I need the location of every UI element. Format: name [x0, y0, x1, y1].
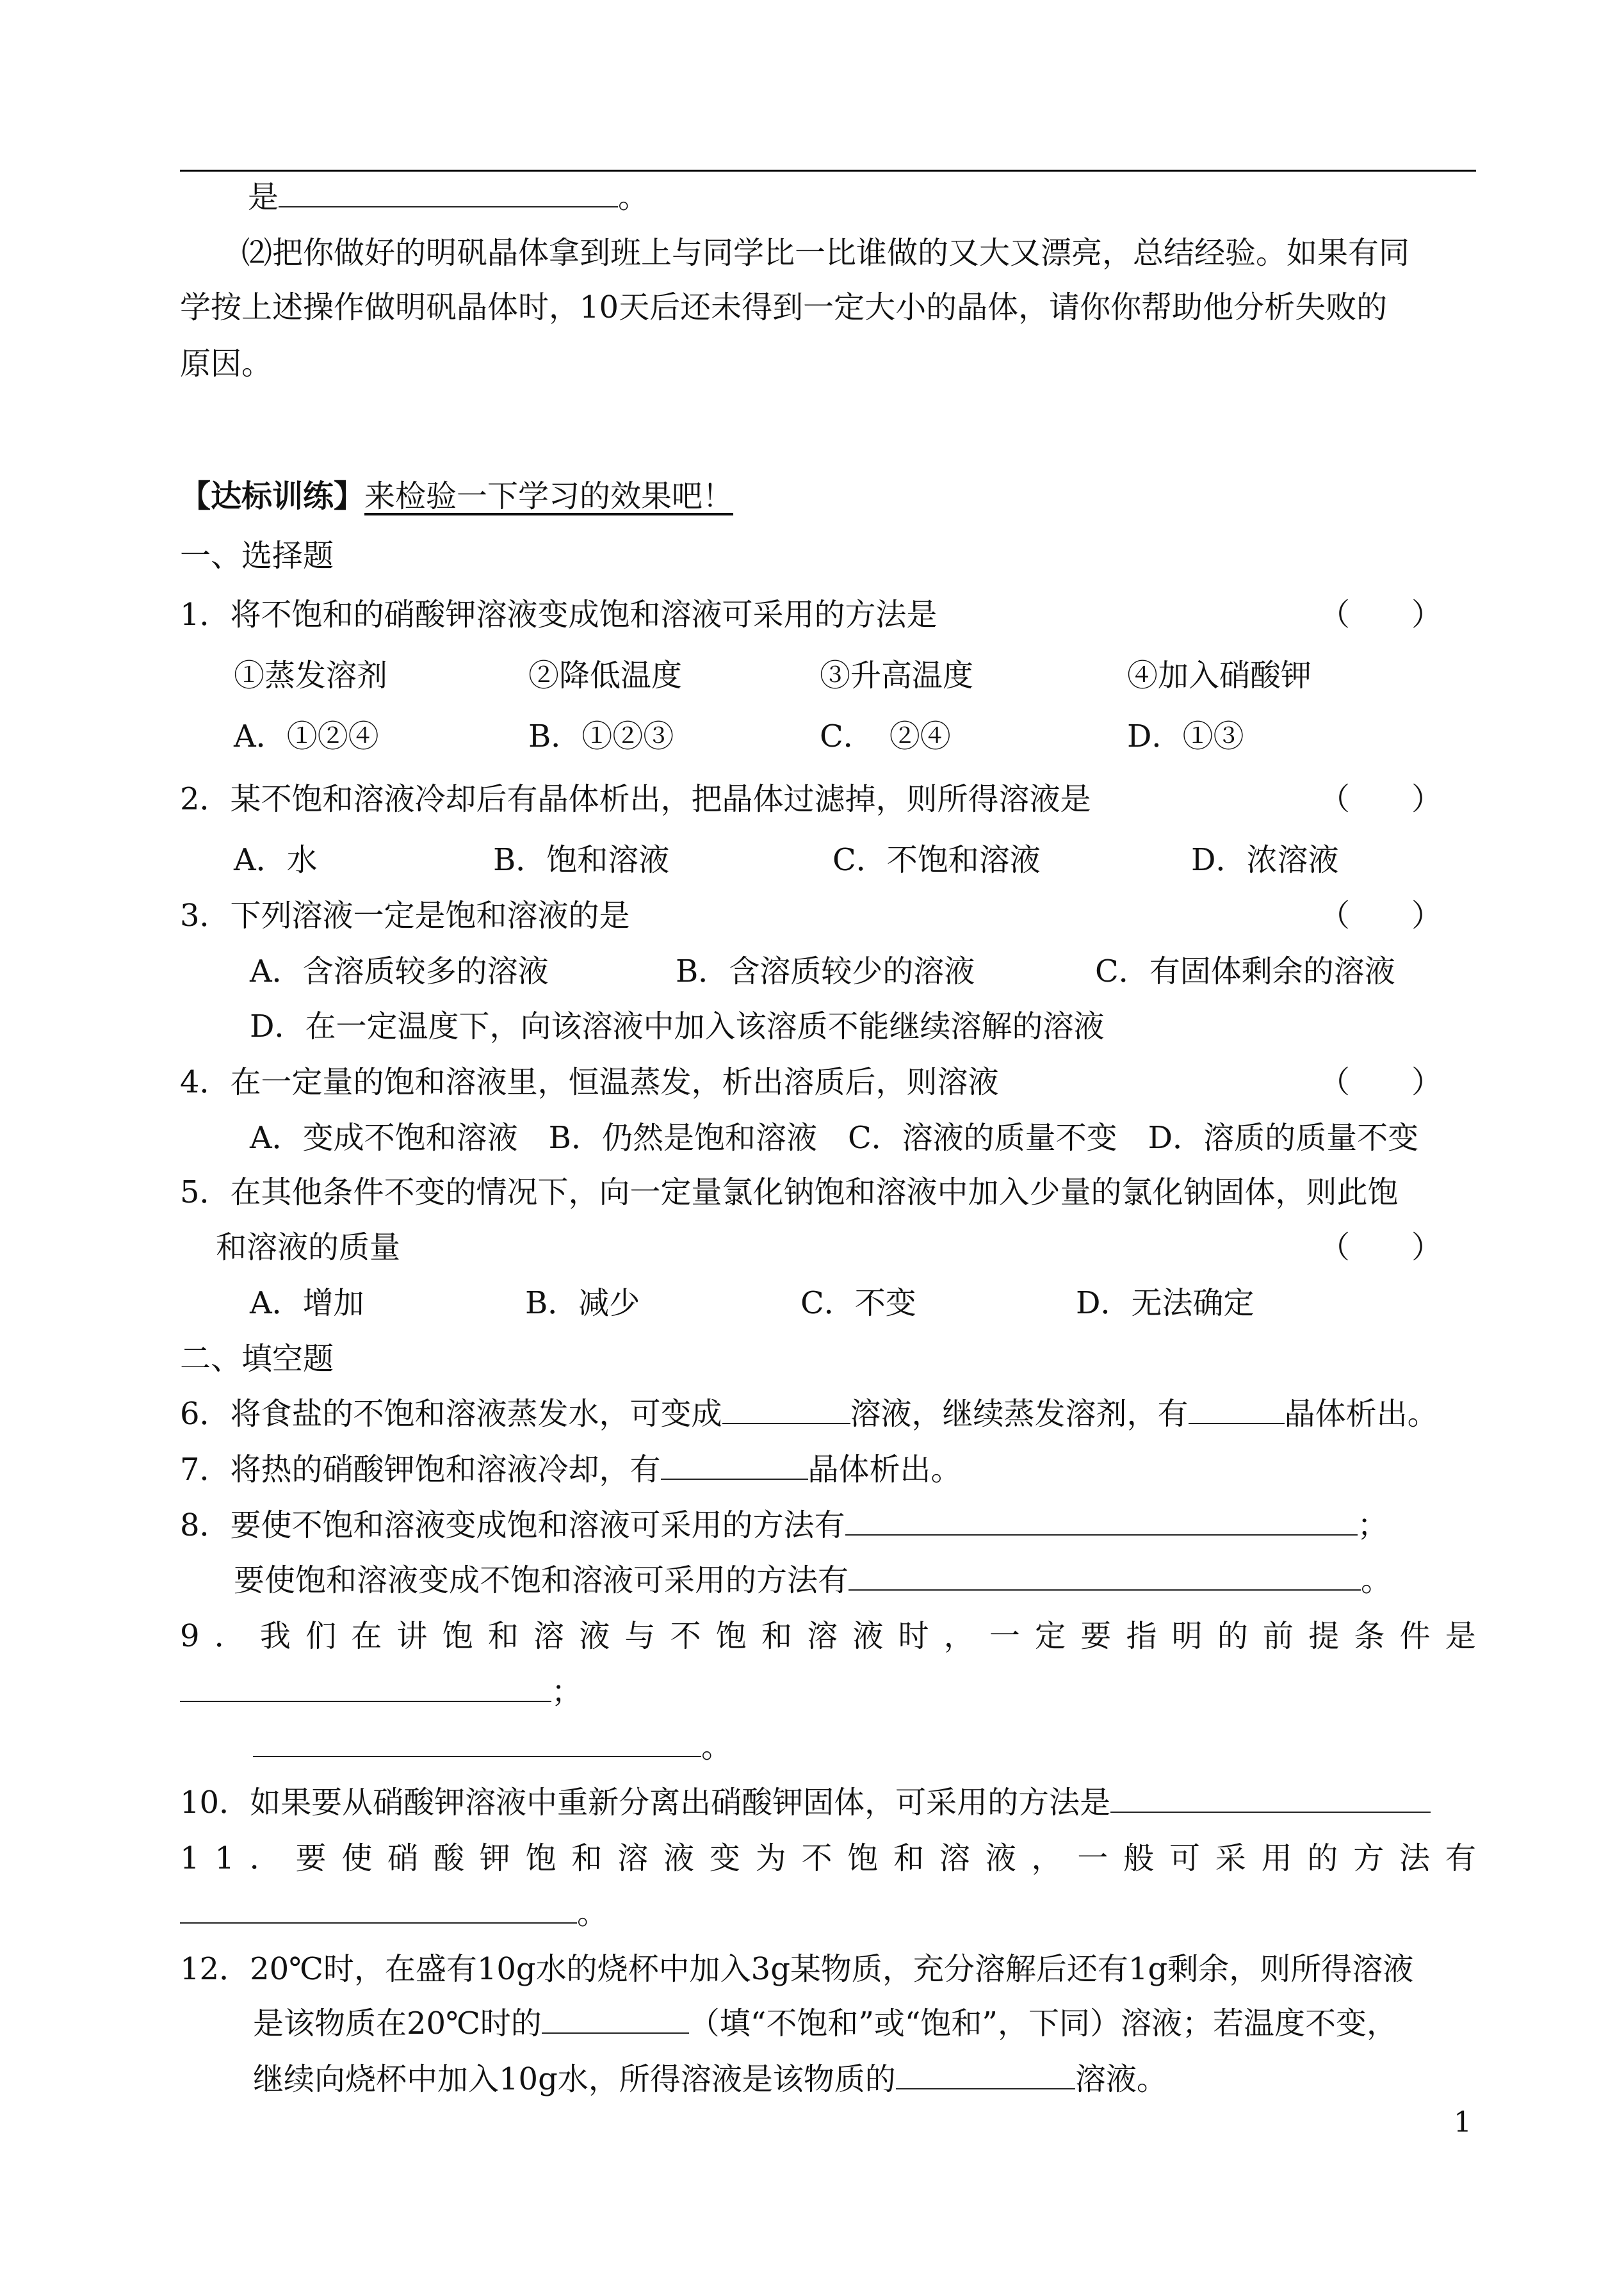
- q1-method-2: ②降低温度: [528, 658, 683, 693]
- q3-option-c[interactable]: C．有固体剩余的溶液: [1095, 953, 1395, 989]
- header-rule: [180, 170, 1476, 172]
- q10: 10．如果要从硝酸钾溶液中重新分离出硝酸钾固体，可采用的方法是: [180, 1783, 1431, 1822]
- q2-option-a[interactable]: A．水: [234, 842, 318, 878]
- q2-answer-paren[interactable]: （ ）: [1319, 781, 1443, 817]
- q3-option-b[interactable]: B．含溶质较少的溶液: [676, 953, 975, 989]
- q1-method-4: ④加入硝酸钾: [1127, 658, 1312, 693]
- q10-blank[interactable]: [1110, 1783, 1431, 1813]
- q1-option-a[interactable]: A．①②④: [234, 718, 379, 754]
- q6: 6．将食盐的不饱和溶液蒸发水，可变成 溶液，继续蒸发溶剂，有 晶体析出。: [180, 1396, 1438, 1432]
- q7: 7．将热的硝酸钾饱和溶液冷却，有 晶体析出。: [180, 1452, 962, 1488]
- q2-option-c[interactable]: C．不饱和溶液: [832, 842, 1041, 878]
- q6-blank-1[interactable]: [722, 1395, 850, 1424]
- answer-blank[interactable]: [279, 178, 618, 207]
- q5-stem-line1: 5．在其他条件不变的情况下，向一定量氯化钠饱和溶液中加入少量的氯化钠固体，则此饱: [180, 1174, 1399, 1210]
- para2-line3: 原因。: [180, 346, 273, 382]
- part2-title: 二、填空题: [180, 1341, 334, 1377]
- q4-answer-paren[interactable]: （ ）: [1319, 1064, 1443, 1100]
- section-subtitle: 来检验一下学习的效果吧！: [364, 478, 734, 514]
- q5-option-b[interactable]: B．减少: [525, 1285, 640, 1321]
- q8-line1: 8．要使不饱和溶液变成饱和溶液可采用的方法有 ；: [180, 1507, 1388, 1543]
- q12-line2: 是该物质在20℃时的 （填“不饱和”或“饱和”，下同）溶液；若温度不变，: [253, 2006, 1397, 2041]
- section-label: 【达标训练】: [180, 478, 365, 514]
- q2-stem: 2．某不饱和溶液冷却后有晶体析出，把晶体过滤掉，则所得溶液是: [180, 781, 1091, 817]
- q5-answer-paren[interactable]: （ ）: [1319, 1229, 1443, 1265]
- q5-stem-line2: 和溶液的质量: [216, 1229, 401, 1265]
- part1-title: 一、选择题: [180, 538, 334, 574]
- q8-line2: 要使饱和溶液变成不饱和溶液可采用的方法有 。: [234, 1562, 1392, 1598]
- page-number: 1: [1454, 2106, 1472, 2139]
- para2-line2: 学按上述操作做明矾晶体时，10天后还未得到一定大小的晶体，请你你帮助他分析失败的: [180, 289, 1388, 325]
- q7-blank[interactable]: [661, 1450, 808, 1480]
- q8-blank-1[interactable]: [845, 1506, 1358, 1536]
- q3-option-d[interactable]: D．在一定温度下，向该溶液中加入该溶质不能继续溶解的溶液: [250, 1009, 1105, 1044]
- q9-line1: 9 ． 我 们 在 讲 饱 和 溶 液 与 不 饱 和 溶 液 时 ， 一 定 要 指 明 的 前 提 条 件 是: [180, 1618, 1476, 1654]
- q4-options[interactable]: A．变成不饱和溶液 B．仍然是饱和溶液 C．溶液的质量不变 D．溶质的质量不变: [250, 1120, 1419, 1156]
- q12-line3: 继续向烧杯中加入10g水，所得溶液是该物质的 溶液。: [253, 2061, 1167, 2097]
- q8-blank-2[interactable]: [849, 1561, 1361, 1591]
- q5-option-a[interactable]: A．增加: [250, 1285, 364, 1321]
- q1-stem: 1．将不饱和的硝酸钾溶液变成饱和溶液可采用的方法是: [180, 597, 938, 633]
- q11-line2: 。: [180, 1894, 608, 1933]
- q12-blank-2[interactable]: [896, 2060, 1075, 2089]
- q11-blank[interactable]: [180, 1894, 577, 1924]
- q4-stem: 4．在一定量的饱和溶液里，恒温蒸发，析出溶质后，则溶液: [180, 1064, 999, 1100]
- q9-line2: ；: [180, 1673, 582, 1711]
- q3-answer-paren[interactable]: （ ）: [1319, 898, 1443, 934]
- q1-option-d[interactable]: D．①③: [1127, 718, 1244, 754]
- q12-line1: 12．20℃时，在盛有10g水的烧杯中加入3g某物质，充分溶解后还有1g剩余，则所得溶液: [180, 1951, 1414, 1987]
- section-heading: [180, 477, 733, 515]
- q6-blank-2[interactable]: [1189, 1395, 1285, 1424]
- q9-blank-1[interactable]: [180, 1673, 551, 1702]
- q9-blank-2[interactable]: [253, 1728, 701, 1757]
- q1-method-3: ③升高温度: [820, 658, 974, 693]
- q11-line1: 1 1 ． 要 使 硝 酸 钾 饱 和 溶 液 变 为 不 饱 和 溶 液 ， 一 般 可 采 用 的 方 法 有: [180, 1840, 1476, 1876]
- top-line1: 是 。: [248, 179, 649, 215]
- q3-stem: 3．下列溶液一定是饱和溶液的是: [180, 898, 630, 934]
- para2-line1: ⑵把你做好的明矾晶体拿到班上与同学比一比谁做的又大又漂亮，总结经验。如果有同: [241, 235, 1410, 271]
- q2-option-b[interactable]: B．饱和溶液: [493, 842, 670, 878]
- q2-option-d[interactable]: D．浓溶液: [1191, 842, 1339, 878]
- q3-option-a[interactable]: A．含溶质较多的溶液: [250, 953, 549, 989]
- q12-blank-1[interactable]: [542, 2004, 689, 2034]
- q1-method-1: ①蒸发溶剂: [234, 658, 388, 693]
- q9-line3: 。: [253, 1728, 732, 1766]
- q1-option-c[interactable]: C． ②④: [820, 718, 951, 754]
- q5-option-c[interactable]: C．不变: [800, 1285, 916, 1321]
- q1-answer-paren[interactable]: （ ）: [1319, 597, 1443, 633]
- q5-option-d[interactable]: D．无法确定: [1076, 1285, 1255, 1321]
- q1-option-b[interactable]: B．①②③: [528, 718, 674, 754]
